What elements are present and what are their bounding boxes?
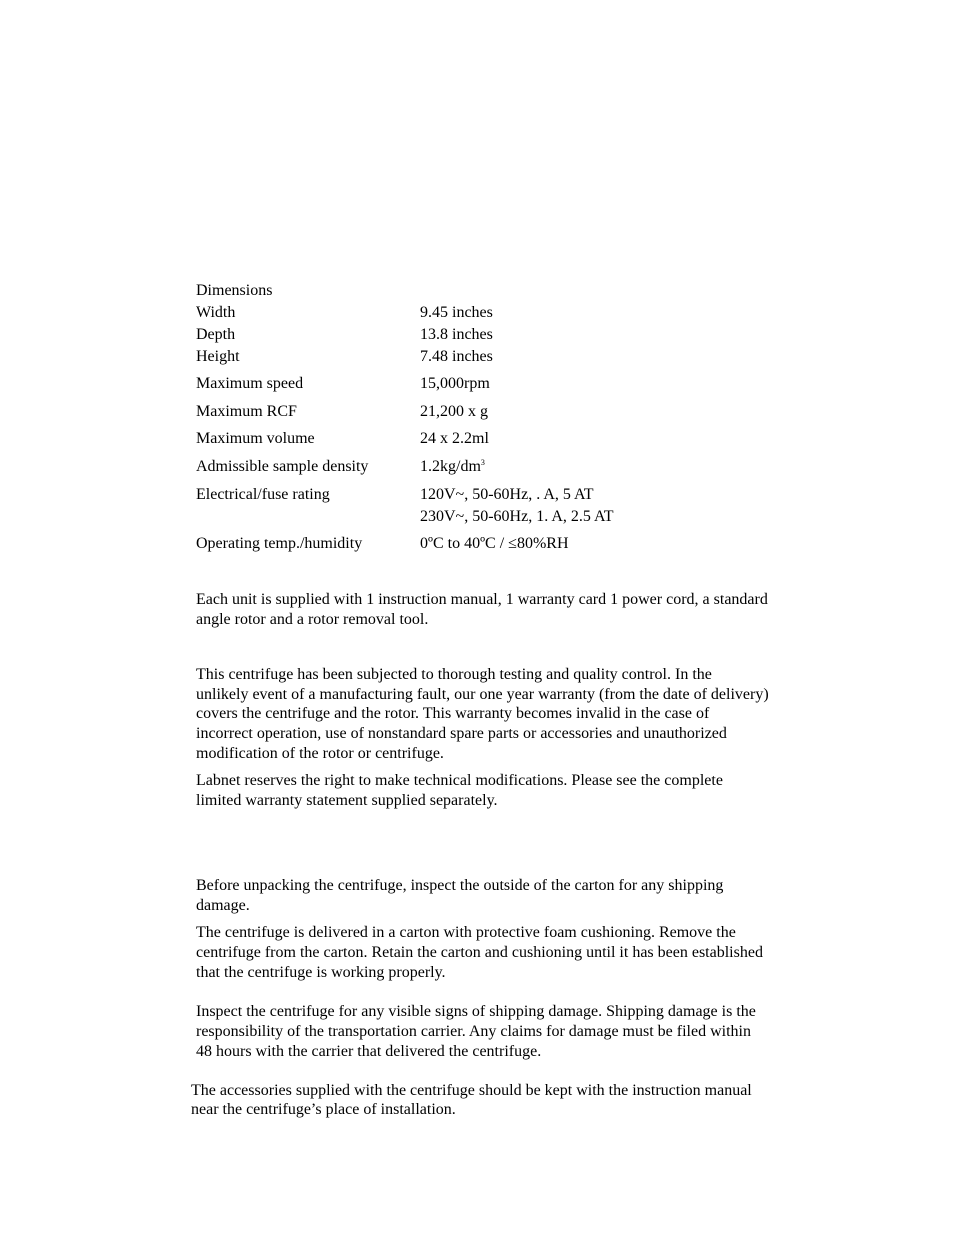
- text-line: Each unit is supplied with 1 instruction manual, 1 warranty card 1 power cord, a standard: [196, 591, 768, 608]
- spec-value-max-rcf: 21,200 x g: [420, 403, 488, 420]
- spec-value-operating-temp: 0ºC to 40ºC / ≤80%RH: [420, 535, 569, 552]
- spec-label-operating-temp: Operating temp./humidity: [196, 535, 363, 552]
- text-line: angle rotor and a rotor removal tool.: [196, 611, 429, 628]
- spec-label-sample-density: Admissible sample density: [196, 458, 369, 475]
- spec-value-height: 7.48 inches: [420, 348, 493, 365]
- text-line: Inspect the centrifuge for any visible signs of shipping damage. Shipping damage is the: [196, 1003, 756, 1020]
- dimensions-heading: Dimensions: [196, 282, 273, 299]
- text-line: responsibility of the transportation carrier. Any claims for damage must be filed within: [196, 1023, 751, 1040]
- spec-label-max-volume: Maximum volume: [196, 430, 315, 447]
- spec-value-electrical-120v: 120V~, 50-60Hz, . A, 5 AT: [420, 486, 594, 503]
- text-line: near the centrifuge’s place of installation.: [191, 1101, 456, 1118]
- text-line: This centrifuge has been subjected to thorough testing and quality control. In the: [196, 666, 712, 683]
- text-line: covers the centrifuge and the rotor. This warranty becomes invalid in the case of: [196, 705, 710, 722]
- text-line: unlikely event of a manufacturing fault, our one year warranty (from the date of delivery): [196, 686, 769, 703]
- spec-label-depth: Depth: [196, 326, 236, 343]
- spec-value-depth: 13.8 inches: [420, 326, 493, 343]
- text-line: damage.: [196, 897, 250, 914]
- spec-value-sample-density: $1.2kg/dm^3$: [420, 458, 485, 475]
- text-line: The centrifuge is delivered in a carton with protective foam cushioning. Remove the: [196, 924, 736, 941]
- spec-label-max-speed: Maximum speed: [196, 375, 304, 392]
- spec-value-width: 9.45 inches: [420, 304, 493, 321]
- text-line: Before unpacking the centrifuge, inspect the outside of the carton for any shipping: [196, 877, 724, 894]
- spec-label-max-rcf: Maximum RCF: [196, 403, 297, 420]
- text-line: centrifuge from the carton. Retain the carton and cushioning until it has been established: [196, 944, 763, 961]
- spec-value-max-volume: 24 x 2.2ml: [420, 430, 489, 447]
- text-line: modification of the rotor or centrifuge.: [196, 745, 444, 762]
- spec-value-electrical-230v: 230V~, 50-60Hz, 1. A, 2.5 AT: [420, 508, 614, 525]
- text-line: The accessories supplied with the centrifuge should be kept with the instruction manual: [191, 1082, 752, 1099]
- text-line: Labnet reserves the right to make technical modifications. Please see the complete: [196, 772, 723, 789]
- spec-label-width: Width: [196, 304, 236, 321]
- text-line: incorrect operation, use of nonstandard spare parts or accessories and unauthorized: [196, 725, 727, 742]
- text-line: that the centrifuge is working properly.: [196, 964, 446, 981]
- spec-value-max-speed: 15,000rpm: [420, 375, 490, 392]
- text-line: limited warranty statement supplied separately.: [196, 792, 498, 809]
- spec-label-electrical: Electrical/fuse rating: [196, 486, 330, 503]
- text-line: 48 hours with the carrier that delivered the centrifuge.: [196, 1043, 542, 1060]
- spec-label-height: Height: [196, 348, 240, 365]
- superscript-3: 3: [480, 458, 485, 467]
